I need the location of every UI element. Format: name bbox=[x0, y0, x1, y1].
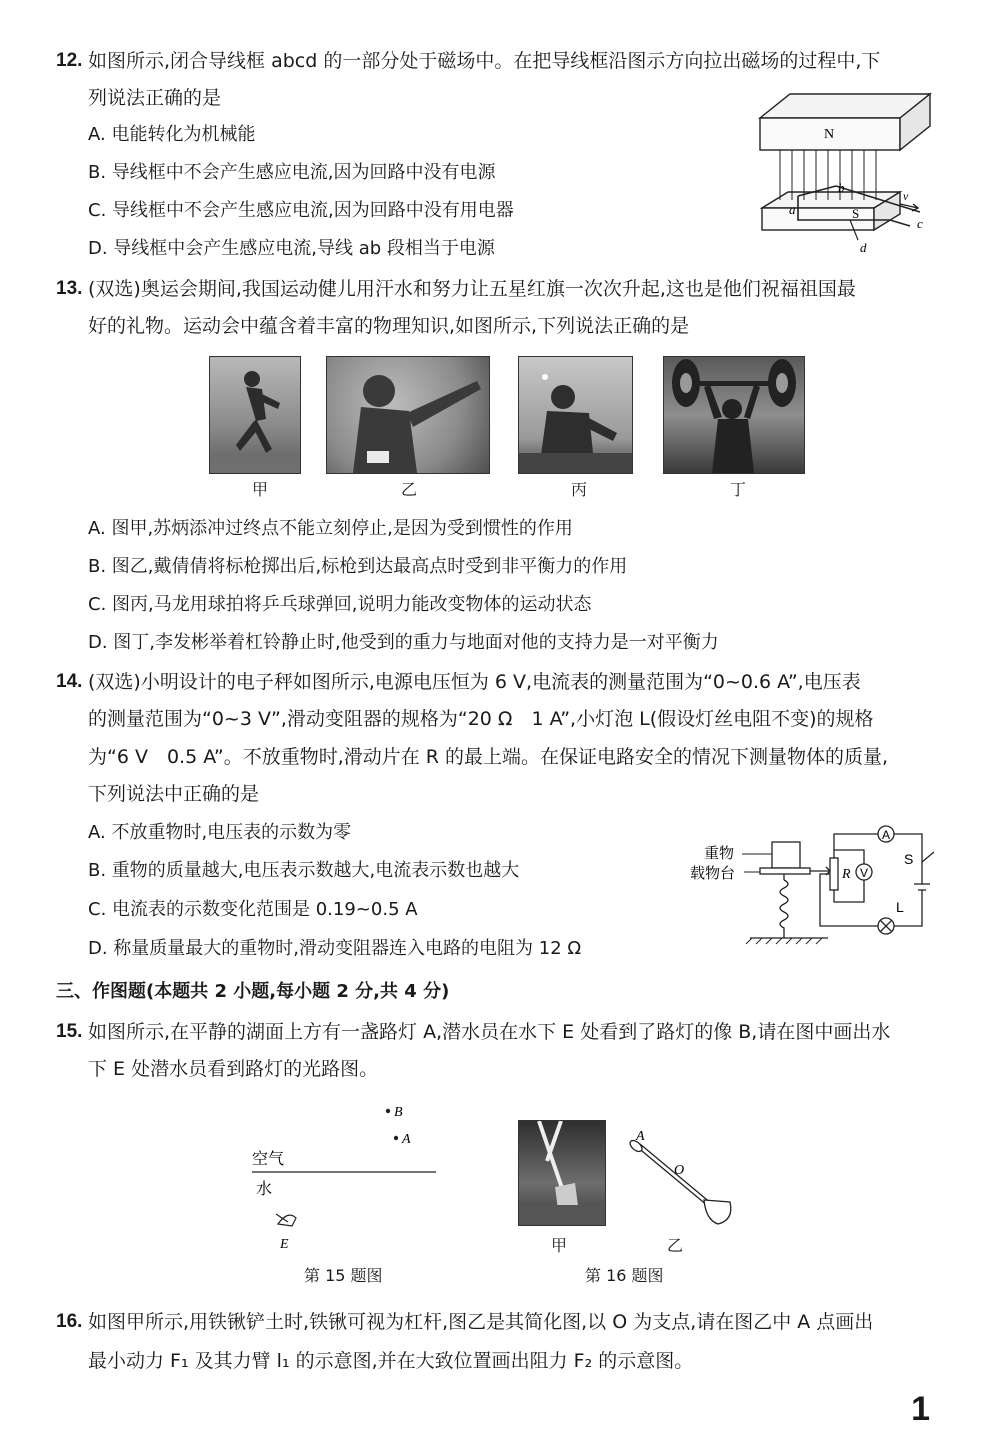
photo-caption-ding: 丁 bbox=[730, 480, 747, 499]
question-13-option-a: A. 图甲,苏炳添冲过终点不能立刻停止,是因为受到惯性的作用 bbox=[88, 518, 573, 539]
question-12-option-d: D. 导线框中会产生感应电流,导线 ab 段相当于电源 bbox=[88, 238, 495, 259]
question-16-stem-line2: 最小动力 F₁ 及其力臂 l₁ 的示意图,并在大致位置画出阻力 F₂ 的示意图。 bbox=[88, 1350, 694, 1372]
question-14-number: 14. bbox=[56, 671, 83, 692]
question-13-number: 13. bbox=[56, 278, 83, 299]
photo-javelin bbox=[326, 356, 490, 474]
question-12-option-c: C. 导线框中不会产生感应电流,因为回路中没有用电器 bbox=[88, 200, 514, 221]
lake-light-figure bbox=[248, 1096, 448, 1256]
switch-label-s: S bbox=[904, 851, 914, 867]
question-15-number: 15. bbox=[56, 1021, 83, 1042]
electronic-scale-circuit bbox=[688, 822, 938, 944]
lamp-label-l: L bbox=[896, 899, 904, 915]
voltmeter-symbol: V bbox=[860, 866, 869, 880]
label-weight: 重物 bbox=[704, 844, 735, 862]
question-13-option-b: B. 图乙,戴倩倩将标枪掷出后,标枪到达最高点时受到非平衡力的作用 bbox=[88, 556, 628, 577]
magnet-label-s: S bbox=[852, 206, 860, 221]
photo-caption-jia: 甲 bbox=[252, 480, 269, 499]
magnet-label-n: N bbox=[824, 127, 835, 142]
section-3-heading: 三、作图题(本题共 2 小题,每小题 2 分,共 4 分) bbox=[56, 981, 450, 1002]
question-14-option-c: C. 电流表的示数变化范围是 0.19~0.5 A bbox=[88, 899, 418, 920]
page-number: 1 bbox=[911, 1390, 930, 1428]
frame-label-d: d bbox=[860, 240, 867, 255]
question-13-option-c: C. 图丙,马龙用球拍将乒乓球弹回,说明力能改变物体的运动状态 bbox=[88, 594, 592, 615]
question-12-option-a: A. 电能转化为机械能 bbox=[88, 124, 256, 145]
question-14-option-b: B. 重物的质量越大,电压表示数越大,电流表示数也越大 bbox=[88, 860, 520, 881]
point-a-label: A bbox=[402, 1132, 411, 1147]
question-16-number: 16. bbox=[56, 1311, 83, 1332]
figure-16-caption-jia: 甲 bbox=[551, 1236, 568, 1255]
rheostat-label-r: R bbox=[842, 867, 851, 882]
point-e-label: E bbox=[280, 1237, 289, 1252]
shovel-lever-diagram bbox=[622, 1129, 742, 1230]
figure-16-caption-yi: 乙 bbox=[667, 1236, 684, 1255]
photo-table-tennis bbox=[518, 356, 633, 474]
velocity-label-v: v bbox=[903, 189, 909, 203]
question-16-stem-line1: 如图甲所示,用铁锹铲土时,铁锹可视为杠杆,图乙是其简化图,以 O 为支点,请在图乙中 A 点画出 bbox=[88, 1311, 874, 1333]
air-label: 空气 bbox=[252, 1149, 285, 1168]
question-14-stem-line4: 下列说法中正确的是 bbox=[88, 783, 260, 805]
magnet-frame-figure bbox=[740, 88, 940, 263]
water-label: 水 bbox=[256, 1179, 273, 1198]
photo-caption-yi: 乙 bbox=[401, 480, 418, 499]
question-14-stem-line2: 的测量范围为“0~3 V”,滑动变阻器的规格为“20 Ω 1 A”,小灯泡 L(假设灯丝电阻不变)的规格 bbox=[88, 708, 874, 730]
question-12-number: 12. bbox=[56, 50, 83, 71]
photo-caption-bing: 丙 bbox=[571, 480, 588, 499]
question-12-stem-line1: 如图所示,闭合导线框 abcd 的一部分处于磁场中。在把导线框沿图示方向拉出磁场的过程中,下 bbox=[88, 50, 881, 72]
figure-15-caption: 第 15 题图 bbox=[304, 1266, 383, 1285]
question-13-stem-line2: 好的礼物。运动会中蕴含着丰富的物理知识,如图所示,下列说法正确的是 bbox=[88, 315, 690, 337]
question-15-stem-line2: 下 E 处潜水员看到路灯的光路图。 bbox=[88, 1058, 379, 1080]
figure-16-caption: 第 16 题图 bbox=[585, 1266, 664, 1285]
question-14-option-d: D. 称量质量最大的重物时,滑动变阻器连入电路的电阻为 12 Ω bbox=[88, 938, 582, 959]
photo-weightlifter bbox=[663, 356, 805, 474]
label-platform: 载物台 bbox=[690, 864, 736, 882]
point-b-label: B bbox=[394, 1105, 403, 1120]
question-13-stem-line1: (双选)奥运会期间,我国运动健儿用汗水和努力让五星红旗一次次升起,这也是他们祝福祖国最 bbox=[88, 278, 856, 300]
question-14-stem-line3: 为“6 V 0.5 A”。不放重物时,滑动片在 R 的最上端。在保证电路安全的情况下测量物体的质量, bbox=[88, 746, 889, 768]
question-12-option-b: B. 导线框中不会产生感应电流,因为回路中没有电源 bbox=[88, 162, 496, 183]
question-14-stem-line1: (双选)小明设计的电子秤如图所示,电源电压恒为 6 V,电流表的测量范围为“0~0.6 A”,电压表 bbox=[88, 671, 861, 693]
photo-shovel bbox=[518, 1120, 606, 1226]
frame-label-a: a bbox=[789, 202, 796, 217]
question-13-option-d: D. 图丁,李发彬举着杠铃静止时,他受到的重力与地面对他的支持力是一对平衡力 bbox=[88, 632, 719, 653]
fulcrum-o-label: O bbox=[674, 1163, 685, 1178]
question-15-stem-line1: 如图所示,在平静的湖面上方有一盏路灯 A,潜水员在水下 E 处看到了路灯的像 B,请在图中画出水 bbox=[88, 1021, 891, 1043]
ammeter-symbol: A bbox=[882, 828, 891, 842]
question-12-stem-line2: 列说法正确的是 bbox=[88, 87, 222, 109]
question-14-option-a: A. 不放重物时,电压表的示数为零 bbox=[88, 822, 352, 843]
lever-point-a-label: A bbox=[636, 1129, 645, 1144]
frame-label-c: c bbox=[917, 216, 923, 231]
frame-label-b: b bbox=[838, 180, 845, 195]
photo-sprinter bbox=[209, 356, 301, 474]
